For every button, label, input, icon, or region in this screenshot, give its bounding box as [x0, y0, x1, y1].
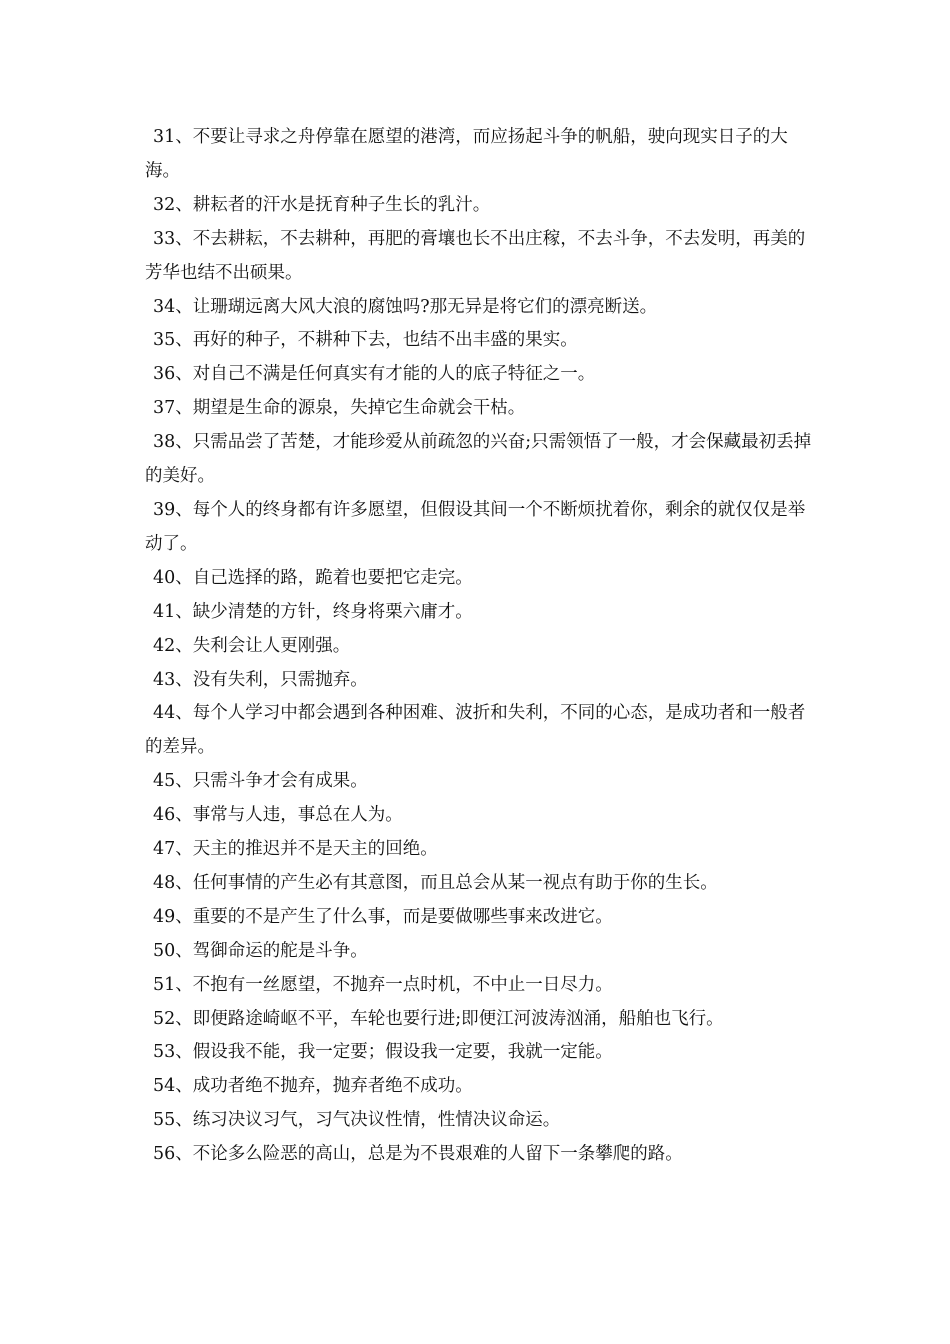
list-item: 41、缺少清楚的方针，终身将栗六庸才。 — [153, 601, 473, 622]
item-text: 天主的推迟并不是天主的回绝。 — [192, 839, 438, 860]
item-number: 31 — [153, 127, 176, 147]
item-text: 没有失利，只需抛弃。 — [192, 669, 368, 690]
list-item: 32、耕耘者的汗水是抚育种子生长的乳汁。 — [153, 194, 491, 215]
list-item: 35、再好的种子，不耕种下去，也结不出丰盛的果实。 — [153, 330, 578, 351]
item-text: 事常与人违，事总在人为。 — [192, 805, 403, 826]
item-number: 53 — [153, 1042, 176, 1063]
item-number: 39 — [153, 499, 176, 520]
item-text: 重要的不是产生了什么事，而是要做哪些事来改进它。 — [192, 906, 613, 927]
item-number: 49 — [153, 906, 176, 927]
item-number: 48 — [153, 872, 176, 893]
item-text: 失利会让人更刚强。 — [192, 635, 351, 656]
item-number: 45 — [153, 771, 176, 792]
list-item: 42、失利会让人更刚强。 — [153, 635, 351, 656]
list-item: 40、自己选择的路，跪着也要把它走完。 — [153, 567, 473, 588]
item-number: 51 — [153, 974, 176, 995]
item-text: 练习决议习气，习气决议性情，性情决议命运。 — [192, 1110, 561, 1131]
item-text: 成功者绝不抛弃，抛弃者绝不成功。 — [192, 1076, 473, 1097]
item-number: 35 — [153, 330, 176, 351]
item-number: 40 — [153, 567, 176, 588]
item-text: 只需品尝了苦楚，才能珍爱从前疏忽的兴奋;只需领悟了一般，才会保藏最初丢掉的美好。 — [145, 432, 812, 487]
list-item: 44、每个人学习中都会遇到各种困难、波折和失利，不同的心态，是成功者和一般者的差异。 — [145, 703, 806, 758]
item-text: 让珊瑚远离大风大浪的腐蚀吗?那无异是将它们的漂亮断送。 — [192, 296, 658, 317]
list-item: 49、重要的不是产生了什么事，而是要做哪些事来改进它。 — [153, 906, 613, 927]
item-text: 自己选择的路，跪着也要把它走完。 — [192, 567, 473, 588]
item-number: 42 — [153, 635, 176, 656]
item-number: 56 — [153, 1144, 176, 1165]
item-text: 缺少清楚的方针，终身将栗六庸才。 — [192, 601, 473, 622]
item-text: 不抱有一丝愿望，不抛弃一点时机，不中止一日尽力。 — [192, 974, 613, 995]
item-number: 52 — [153, 1008, 176, 1029]
item-text: 不去耕耘，不去耕种，再肥的膏壤也长不出庄稼，不去斗争，不去发明，再美的芳华也结不出硕果。 — [145, 228, 806, 283]
item-text: 每个人的终身都有许多愿望，但假设其间一个不断烦扰着你，剩余的就仅仅是举动了。 — [145, 499, 806, 554]
list-item: 55、练习决议习气，习气决议性情，性情决议命运。 — [153, 1110, 561, 1131]
list-item: 31、不要让寻求之舟停靠在愿望的港湾，而应扬起斗争的帆船，驶向现实日子的大海。 — [145, 127, 788, 181]
list-item: 36、对自己不满是任何真实有才能的人的底子特征之一。 — [153, 364, 596, 385]
item-text: 任何事情的产生必有其意图，而且总会从某一视点有助于你的生长。 — [192, 872, 718, 893]
list-item: 56、不论多么险恶的高山，总是为不畏艰难的人留下一条攀爬的路。 — [153, 1144, 683, 1165]
list-item: 53、假设我不能，我一定要；假设我一定要，我就一定能。 — [153, 1042, 613, 1063]
item-number: 54 — [153, 1076, 176, 1097]
list-item: 45、只需斗争才会有成果。 — [153, 771, 368, 792]
item-number: 44 — [153, 703, 176, 724]
list-item: 39、每个人的终身都有许多愿望，但假设其间一个不断烦扰着你，剩余的就仅仅是举动了。 — [145, 499, 806, 554]
item-text: 假设我不能，我一定要；假设我一定要，我就一定能。 — [192, 1042, 613, 1063]
list-item: 46、事常与人违，事总在人为。 — [153, 805, 403, 826]
item-number: 33 — [153, 228, 176, 249]
list-item: 38、只需品尝了苦楚，才能珍爱从前疏忽的兴奋;只需领悟了一般，才会保藏最初丢掉的美好。 — [145, 432, 812, 487]
item-text: 期望是生命的源泉，失掉它生命就会干枯。 — [192, 398, 526, 419]
item-number: 36 — [153, 364, 176, 385]
item-number: 47 — [153, 839, 176, 860]
list-item: 34、让珊瑚远离大风大浪的腐蚀吗?那无异是将它们的漂亮断送。 — [153, 296, 658, 317]
item-text: 耕耘者的汗水是抚育种子生长的乳汁。 — [192, 194, 491, 215]
item-number: 43 — [153, 669, 176, 690]
list-item: 51、不抱有一丝愿望，不抛弃一点时机，不中止一日尽力。 — [153, 974, 613, 995]
list-item: 54、成功者绝不抛弃，抛弃者绝不成功。 — [153, 1076, 473, 1097]
list-item: 48、任何事情的产生必有其意图，而且总会从某一视点有助于你的生长。 — [153, 872, 718, 893]
item-text: 再好的种子，不耕种下去，也结不出丰盛的果实。 — [192, 330, 578, 351]
item-number: 46 — [153, 805, 176, 826]
item-text: 不论多么险恶的高山，总是为不畏艰难的人留下一条攀爬的路。 — [192, 1144, 683, 1165]
item-text: 每个人学习中都会遇到各种困难、波折和失利，不同的心态，是成功者和一般者的差异。 — [145, 703, 806, 758]
item-text: 不要让寻求之舟停靠在愿望的港湾，而应扬起斗争的帆船，驶向现实日子的大海。 — [145, 127, 788, 181]
list-item: 50、驾御命运的舵是斗争。 — [153, 940, 368, 961]
quote-list — [145, 121, 815, 1172]
item-text: 只需斗争才会有成果。 — [192, 771, 368, 792]
list-item: 33、不去耕耘，不去耕种，再肥的膏壤也长不出庄稼，不去斗争，不去发明，再美的芳华也结不出硕果。 — [145, 228, 806, 283]
list-item: 47、天主的推迟并不是天主的回绝。 — [153, 839, 438, 860]
item-text: 对自己不满是任何真实有才能的人的底子特征之一。 — [192, 364, 596, 385]
item-text: 即便路途崎岖不平，车轮也要行进;即便江河波涛汹涌，船舶也飞行。 — [192, 1008, 724, 1029]
item-number: 55 — [153, 1110, 176, 1131]
list-item: 43、没有失利，只需抛弃。 — [153, 669, 368, 690]
item-text: 驾御命运的舵是斗争。 — [192, 940, 368, 961]
list-item: 52、即便路途崎岖不平，车轮也要行进;即便江河波涛汹涌，船舶也飞行。 — [153, 1008, 724, 1029]
item-number: 50 — [153, 940, 176, 961]
list-item: 37、期望是生命的源泉，失掉它生命就会干枯。 — [153, 398, 526, 419]
item-number: 41 — [153, 601, 176, 622]
item-number: 32 — [153, 194, 176, 215]
item-number: 34 — [153, 296, 176, 317]
item-number: 37 — [153, 398, 176, 419]
item-number: 38 — [153, 432, 176, 453]
